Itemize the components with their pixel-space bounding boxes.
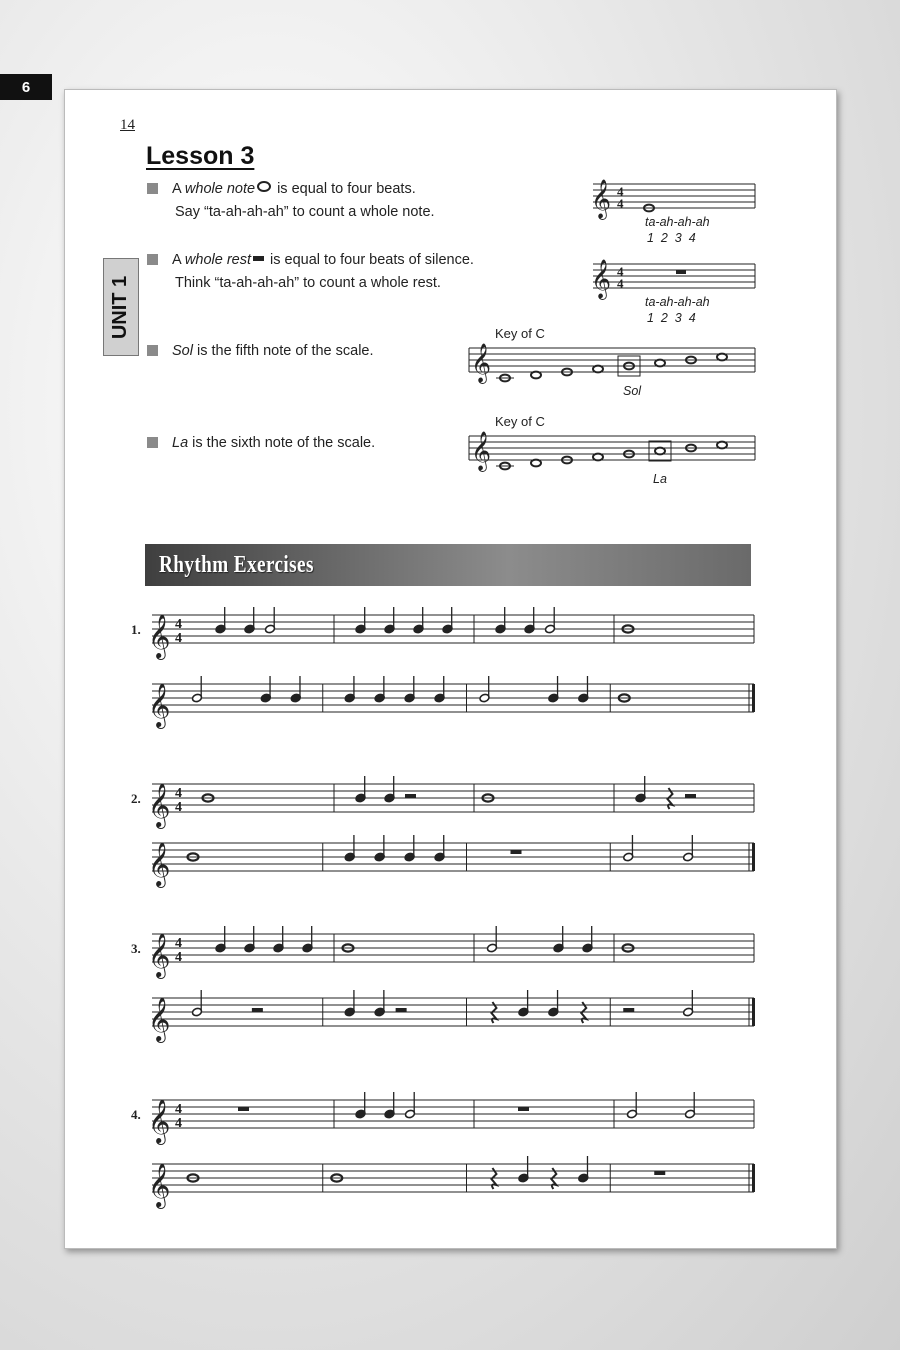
treble-clef-icon: 𝄞: [148, 842, 171, 886]
treble-clef-icon: 𝄞: [148, 783, 171, 827]
time-signature-top: 4: [617, 184, 624, 199]
half-rest: [685, 794, 696, 798]
section-title: Rhythm Exercises: [159, 551, 314, 578]
key-label: Key of C: [495, 326, 545, 341]
bullet-text: is the fifth note of the scale.: [192, 343, 374, 359]
term-whole-note: whole note: [184, 181, 256, 197]
final-barline-thick: [752, 998, 755, 1026]
treble-clef-icon: 𝄞: [591, 179, 612, 219]
book-page: [64, 89, 837, 1249]
time-signature-bottom: 4: [617, 196, 624, 211]
term-whole-rest: whole rest: [184, 252, 251, 268]
scale-highlight-label: La: [653, 472, 667, 486]
whole-rest: [238, 1107, 249, 1111]
staff-line-group: [148, 1156, 755, 1209]
bullet-text: is the sixth note of the scale.: [188, 435, 376, 451]
half-rest: [623, 1008, 634, 1012]
whole-rest: [518, 1107, 529, 1111]
whole-rest: [654, 1171, 665, 1175]
exercise-number: 3.: [131, 941, 141, 956]
time-signature-bottom: 4: [175, 800, 182, 815]
unit-tab-label: UNIT 1: [109, 275, 132, 339]
exercise-number: 2.: [131, 791, 141, 806]
time-signature-top: 4: [175, 786, 182, 801]
time-signature-top: 4: [617, 264, 624, 279]
key-label: Key of C: [495, 414, 545, 429]
term-la: La: [172, 435, 189, 451]
bullet-text: is equal to four beats of silence.: [266, 252, 474, 268]
page-number: 14: [120, 117, 135, 133]
final-barline-thick: [752, 843, 755, 871]
bullet-text-line2: Think “ta-ah-ah-ah” to count a whole rest.: [175, 275, 441, 291]
count-syllables: ta-ah-ah-ah: [645, 215, 710, 229]
treble-clef-icon: 𝄞: [148, 1163, 171, 1207]
treble-clef-icon: 𝄞: [148, 997, 171, 1041]
staff-line-group: [131, 776, 754, 829]
half-rest: [396, 1008, 407, 1012]
staff-line-group: [131, 1092, 754, 1145]
bullet-text: A: [172, 181, 185, 197]
exercise-number: 1.: [131, 622, 141, 637]
treble-clef-icon: 𝄞: [148, 933, 171, 977]
time-signature-top: 4: [175, 936, 182, 951]
lesson-title: Lesson 3: [146, 142, 255, 170]
scale-highlight-label: Sol: [623, 384, 642, 398]
treble-clef-icon: 𝄞: [148, 614, 171, 658]
time-signature-bottom: 4: [617, 276, 624, 291]
exercise-number: 4.: [131, 1107, 141, 1122]
half-rest: [252, 1008, 263, 1012]
page-tab-badge: 6: [0, 74, 52, 100]
time-signature-bottom: 4: [175, 631, 182, 646]
count-numbers: 1 2 3 4: [647, 311, 696, 325]
bullet-text: A: [172, 252, 185, 268]
treble-clef-icon: 𝄞: [148, 1099, 171, 1143]
treble-clef-icon: 𝄞: [591, 259, 612, 299]
rhythm-exercises: [65, 90, 836, 1248]
time-signature-bottom: 4: [175, 1116, 182, 1131]
bullet-text-line2: Say “ta-ah-ah-ah” to count a whole note.: [175, 204, 435, 220]
staff-line-group: [148, 676, 755, 729]
bullet-text: is equal to four beats.: [273, 181, 416, 197]
staff-line-group: [131, 926, 754, 979]
term-sol: Sol: [172, 343, 193, 359]
final-barline-thick: [752, 684, 755, 712]
treble-clef-icon: 𝄞: [471, 431, 492, 471]
time-signature-top: 4: [175, 1102, 182, 1117]
treble-clef-icon: 𝄞: [148, 683, 171, 727]
time-signature-bottom: 4: [175, 950, 182, 965]
count-syllables: ta-ah-ah-ah: [645, 295, 710, 309]
count-numbers: 1 2 3 4: [647, 231, 696, 245]
staff-line-group: [131, 607, 754, 660]
treble-clef-icon: 𝄞: [471, 343, 492, 383]
staff-line-group: [148, 835, 755, 888]
final-barline-thick: [752, 1164, 755, 1192]
time-signature-top: 4: [175, 617, 182, 632]
staff-line-group: [148, 990, 755, 1043]
half-rest: [405, 794, 416, 798]
whole-rest: [511, 850, 522, 854]
